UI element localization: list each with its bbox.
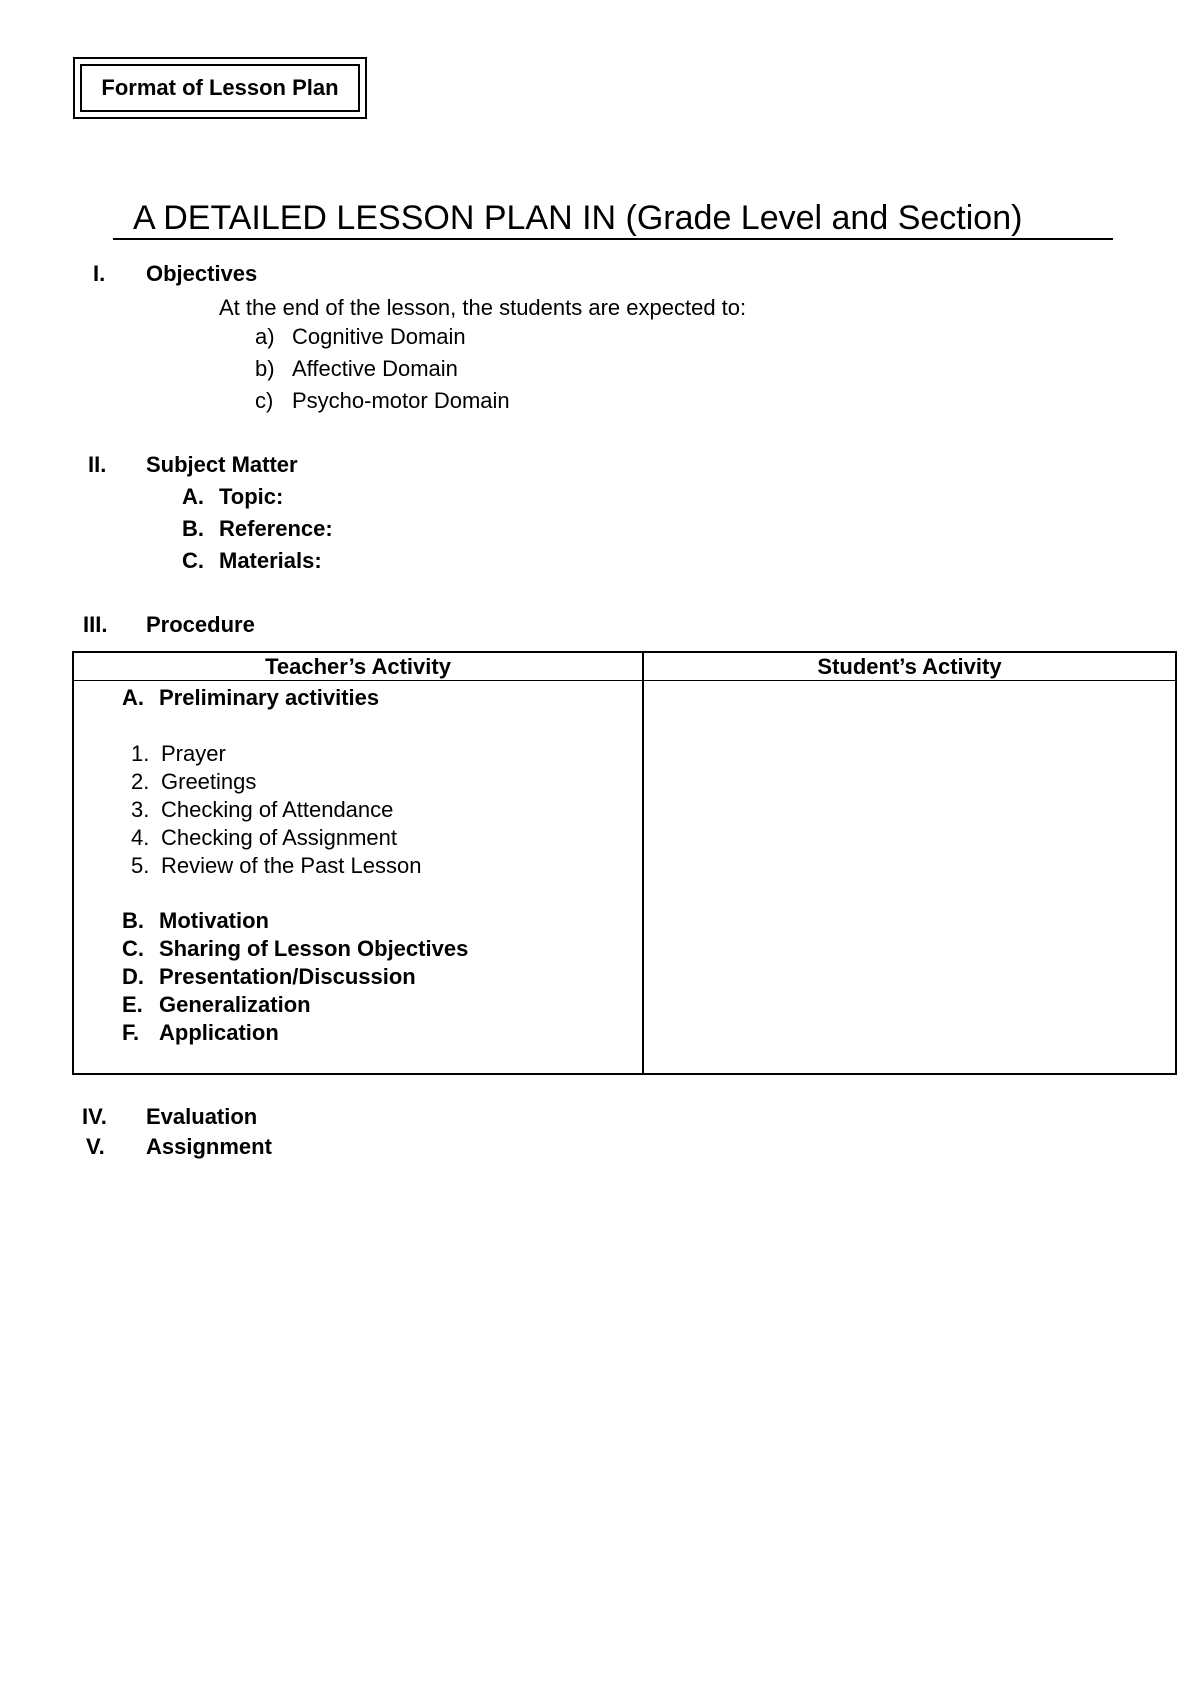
objective-marker: a) — [255, 324, 275, 349]
procedure-table — [72, 651, 1177, 1075]
preliminary-activities-heading: Preliminary activities — [159, 685, 380, 710]
preliminary-item: Checking of Assignment — [161, 825, 398, 850]
page-title: A DETAILED LESSON PLAN IN (Grade Level and Section) — [113, 198, 1113, 240]
procedure-step-marker: D. — [122, 964, 144, 989]
subject-matter-materials: Materials: — [219, 548, 322, 573]
format-label: Format of Lesson Plan — [80, 64, 360, 112]
objective-marker: b) — [255, 356, 275, 381]
procedure-step-marker: F. — [122, 1020, 140, 1045]
assignment-heading: Assignment — [146, 1134, 272, 1159]
subject-matter-heading: Subject Matter — [146, 452, 298, 477]
objectives-intro: At the end of the lesson, the students are expected to: — [219, 295, 747, 320]
evaluation-heading: Evaluation — [146, 1104, 258, 1129]
preliminary-item-marker: 3. — [131, 797, 150, 822]
table-column-divider — [642, 653, 644, 1073]
teacher-activity-header: Teacher’s Activity — [265, 654, 451, 679]
procedure-step: Application — [159, 1020, 279, 1045]
subject-matter-marker: C. — [182, 548, 204, 573]
objective-item: Psycho-motor Domain — [292, 388, 510, 413]
subject-matter-topic: Topic: — [219, 484, 284, 509]
procedure-step-marker: B. — [122, 908, 144, 933]
procedure-step-marker: C. — [122, 936, 144, 961]
preliminary-item: Prayer — [161, 741, 226, 766]
evaluation-number: IV. — [82, 1104, 107, 1129]
procedure-step: Presentation/Discussion — [159, 964, 416, 989]
subject-matter-marker: B. — [182, 516, 204, 541]
format-label-box — [73, 57, 367, 119]
preliminary-item-marker: 1. — [131, 741, 150, 766]
procedure-step: Sharing of Lesson Objectives — [159, 936, 469, 961]
preliminary-item: Greetings — [161, 769, 257, 794]
procedure-step: Motivation — [159, 908, 269, 933]
subject-matter-number: II. — [88, 452, 107, 477]
objectives-number: I. — [93, 261, 106, 286]
objective-marker: c) — [255, 388, 274, 413]
assignment-number: V. — [86, 1134, 105, 1159]
procedure-heading: Procedure — [146, 612, 255, 637]
subject-matter-marker: A. — [182, 484, 204, 509]
objective-item: Cognitive Domain — [292, 324, 466, 349]
procedure-number: III. — [83, 612, 108, 637]
subject-matter-reference: Reference: — [219, 516, 333, 541]
procedure-step-marker: A. — [122, 685, 144, 710]
objective-item: Affective Domain — [292, 356, 458, 381]
procedure-step: Generalization — [159, 992, 311, 1017]
preliminary-item-marker: 5. — [131, 853, 150, 878]
preliminary-item-marker: 4. — [131, 825, 150, 850]
preliminary-item-marker: 2. — [131, 769, 150, 794]
preliminary-item: Checking of Attendance — [161, 797, 394, 822]
procedure-step-marker: E. — [122, 992, 143, 1017]
objectives-heading: Objectives — [146, 261, 258, 286]
preliminary-item: Review of the Past Lesson — [161, 853, 422, 878]
student-activity-header: Student’s Activity — [817, 654, 1002, 679]
